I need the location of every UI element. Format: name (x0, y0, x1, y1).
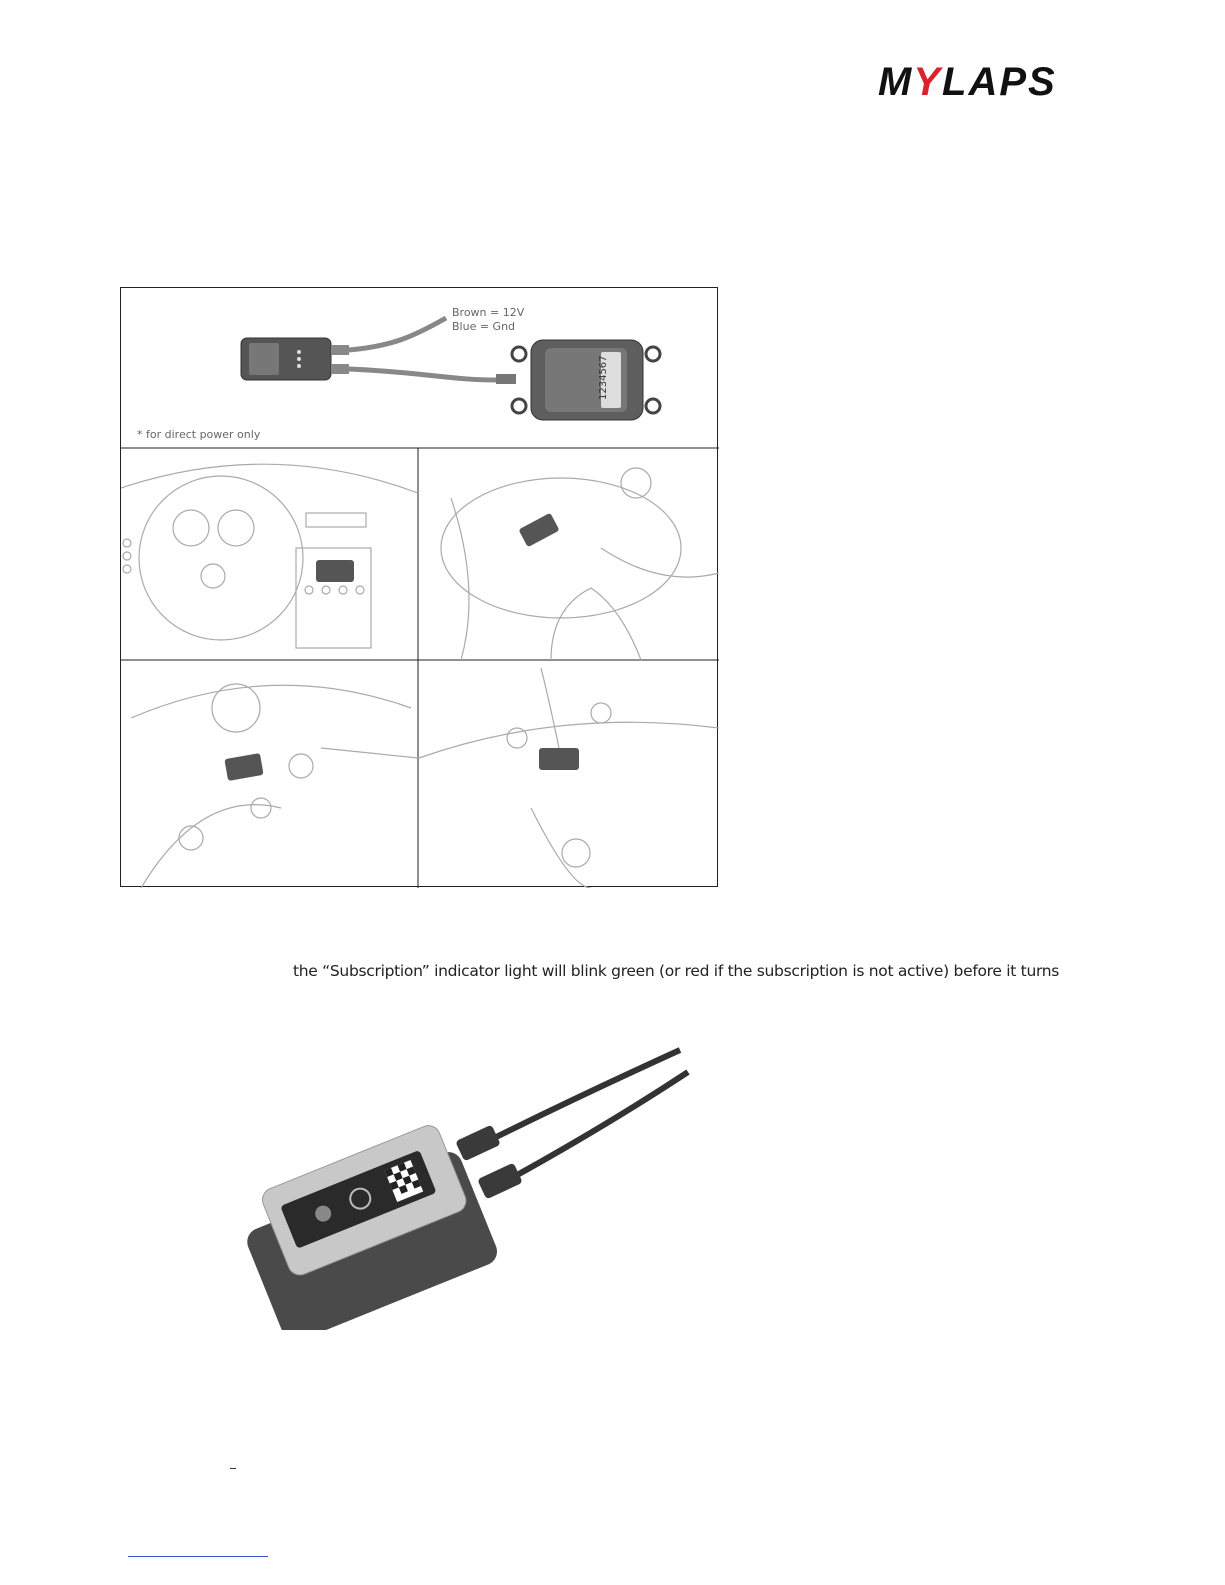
wire-brown-label: Brown = 12V (452, 306, 525, 319)
serial-number-label: 1234567 (598, 355, 609, 400)
page-dash-mark (230, 1468, 236, 1469)
kart-steering-illustration (441, 468, 719, 660)
dirtbike-handlebar-illustration (419, 668, 719, 888)
transponder-photo (240, 1040, 700, 1330)
car-dashboard-illustration (121, 464, 418, 648)
installation-diagram (120, 287, 718, 887)
footnote-label: * for direct power only (137, 428, 261, 441)
installation-illustrations (121, 288, 719, 888)
motorcycle-dash-illustration (131, 684, 418, 888)
hyperlink-underline[interactable] (128, 1556, 268, 1557)
wire-blue-label: Blue = Gnd (452, 320, 516, 333)
subscription-indicator-text: the “Subscription” indicator light will blink green (or red if the subscription is not active) before it turns (293, 962, 1060, 980)
mylaps-logo: MYLAPS (878, 60, 1057, 104)
logo-accent-letter: Y (913, 60, 943, 104)
